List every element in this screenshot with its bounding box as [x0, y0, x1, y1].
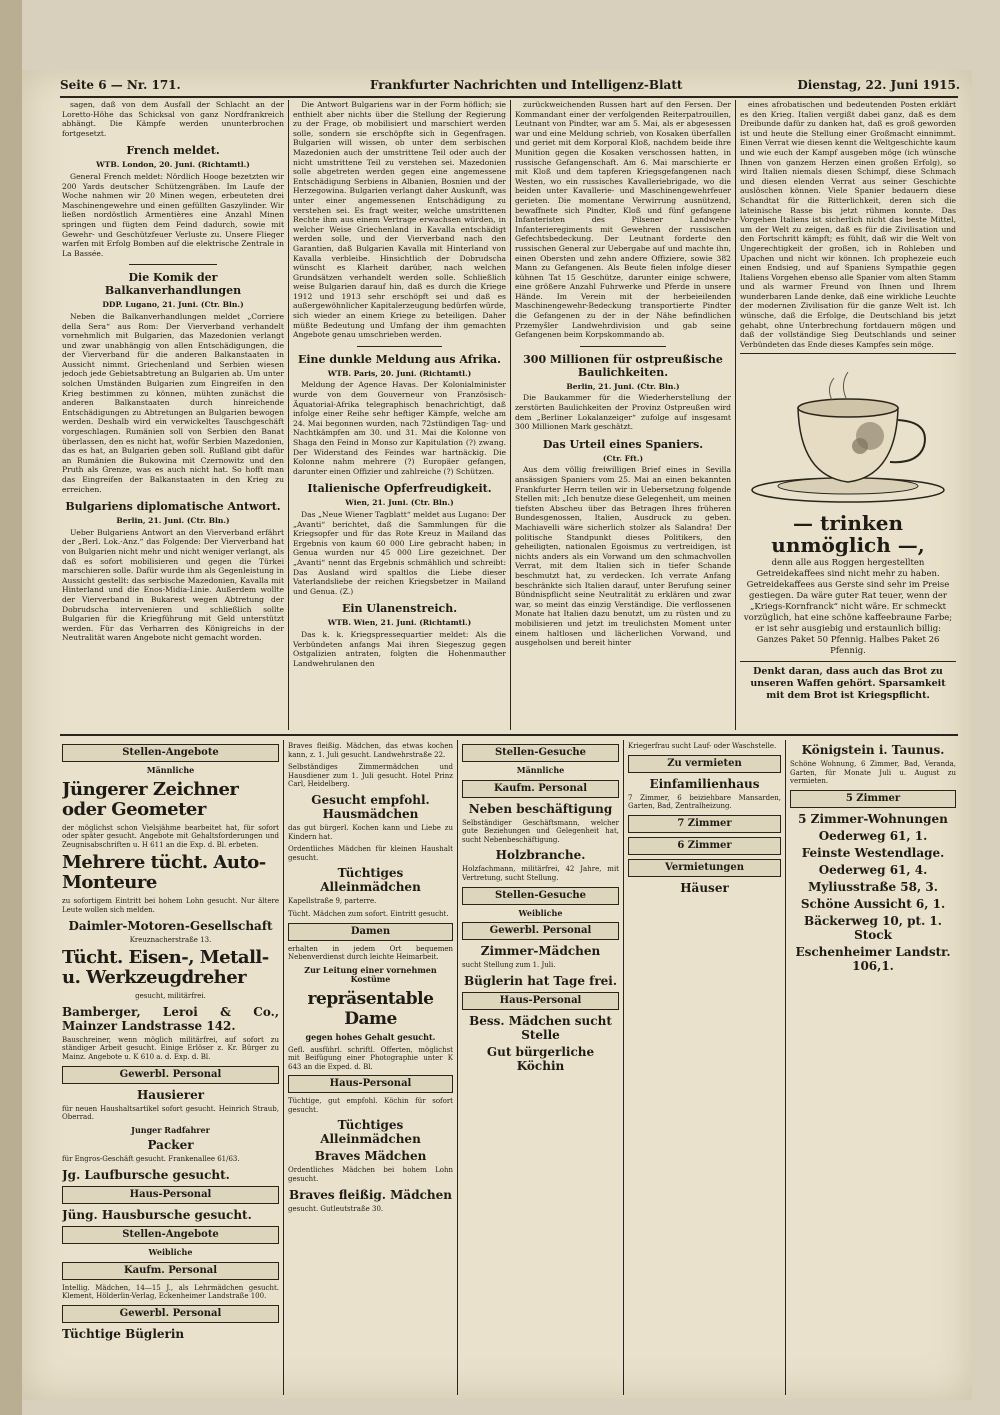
section-rule	[60, 734, 958, 736]
ad-text: Selbständiges Zimmermädchen und Hausdiener zum 1. Juli gesucht. Hotel Prinz Carl, Heidelberg.	[288, 763, 453, 789]
classifieds-column-2	[288, 740, 453, 1395]
ad-headline: Tüchtiges Alleinmädchen	[320, 1118, 421, 1147]
section-box: Zu vermieten	[628, 755, 781, 773]
ad-text: Tüchtige, gut empfohl. Köchin für sofort gesucht.	[288, 1097, 453, 1114]
dateline: (Ctr. Fft.)	[602, 453, 644, 463]
coffee-cup-illustration	[740, 358, 956, 508]
section-box: Kaufm. Personal	[462, 780, 619, 798]
article-text: Die Baukammer für die Wiederherstellung der zerstörten Baulichkeiten der Provinz Ostpreußen wird dem „Berliner Lokalanzeiger“ zufolge auf insgesamt 300 Millionen Mark geschätzt.	[515, 393, 731, 432]
article-text: Die Antwort Bulgariens war in der Form höflich; sie enthielt aber nichts über die Stellung der Regierung zu der Frage, ob mobilisiert und marschiert werden solle, sondern sie erschöpfte sich in Gegenfragen. Bulgarien will wissen, ob unter dem serbischen Mazedonien auch der umstrittene Teil oder auch der nicht umstrittene Teil zu verstehen sei. Mazedonien solle abgetreten werden gegen eine angemessene Entschädigung Serbiens in Albanien, Bosnien und der Herzegowina. Bulgarien verlangt daher Auskunft, was unter einer angemessenen Entschädigung zu verstehen sei. Es fragt weiter, welche umstrittenen Rechte ihm aus einem Vertrage erwachsen würden, in welcher Weise Griechenland in Kavalla entschädigt werden solle, und der Vierverband nach den Garantien, daß Bulgarien Kavalla mit Hinterland von Kavalla verbleibe. Hinsichtlich der Dobrudscha wünscht es Klarheit darüber, nach welchen Grundsätzen verhandelt werden solle. Schließlich weise Bulgarien darauf hin, daß es durch die Kriege 1912 und 1913 sehr erschöpft sei und daß es außergewöhnlicher Kapitalerzeugung bedürfen würde, sich wieder an einem Kriege zu beteiligen. Daher müßte Bedeutung und Umfang der ihm gemachten Angebote genau umschrieben werden.	[293, 100, 506, 340]
section-box: 5 Zimmer	[790, 790, 956, 808]
article-text: Ueber Bulgariens Antwort an den Vierverband erfährt der „Berl. Lok.-Anz.“ das Folgende: Der Vierverband hat von Bulgarien nicht mehr und nicht weniger verlangt, als daß es sofort mobilisieren und gegen die Türkei marschieren solle. Dafür wurde ihm als Gegenleistung in Aussicht gestellt: das serbische Mazedonien, Kavalla mit Hinterland und die Enos-Midia-Linie. Außerdem wollte der Vierverband in Bukarest wegen Abtretung der Dobrudscha intervenieren und schließlich sollte Bulgarien für die Kriegführung mit Geld unterstützt werden. Für das Verharren des Königreichs in der Neutralität waren Angebote nicht gemacht worden.	[62, 527, 284, 643]
section-box: Gewerbl. Personal	[62, 1066, 279, 1084]
ad-border	[740, 353, 956, 354]
article-text: Das „Neue Wiener Tagblatt“ meldet aus Lugano: Der „Avanti“ berichtet, daß die Sammlungen für die Kriegsopfer und für das Rote Kreuz in Mailand das Ergebnis von kaum 60 000 Lire gebracht haben; in Genua wurden nur 45 000 Lire gezeichnet. Der „Avanti“ nennt das Ergebnis schmählich und schreibt: Das Ausland wird spaltlos die Liebe dieser Vaterlandsliebe der reichen Kriegsbetzer in Mailand und Genua. (Z.)	[293, 509, 506, 596]
section-box: Vermietungen	[628, 859, 781, 877]
page-spine	[0, 0, 22, 1415]
section-box: Stellen-Gesuche	[462, 744, 619, 762]
ad-text: Schöne Wohnung, 6 Zimmer, Bad, Veranda, Garten, für Monate Juli u. August zu vermieten.	[790, 760, 956, 786]
ad-text: Selbständiger Geschäftsmann, welcher gute Beziehungen und Gelegenheit hat, sucht Nebenbeschäftigung.	[462, 818, 619, 844]
dateline: WTB. London, 20. Juni. (Richtamtl.)	[96, 160, 250, 170]
ad-subtitle: gegen hohes Gehalt gesucht.	[305, 1031, 436, 1042]
section-subtitle: Männliche	[146, 765, 195, 775]
ad-headline: 5 Zimmer-Wohnungen	[798, 811, 948, 826]
article-text: eines afrobatischen und bedeutenden Posten erklärt es den Krieg. Italien vergißt dabei ganz, daß es dem Dreibunde dafür zu danken hat, daß es groß geworden ist und heute die Stellung einer Großmacht einnimmt. Einen Verrat wie diesen kennt die Weltgeschichte kaum und wie euch der Kampf ausgeben möge (ich wünsche Ihnen von ganzem Herzen einen großen Erfolg), so wird Italien niemals diesen Schimpf, diese Schmach und diesen elenden Verrat aus seiner Geschichte auslöschen können. Viele Spanier bedauern diese Schandtat für die Ritterlichkeit, deren sich die lateinische Rasse bis jetzt rühmen konnte. Das Vorgehen Italiens ist sicherlich nicht das beste Mittel, um der Welt zu zeigen, daß es für die Zivilisation und den Fortschritt kämpft; es fühlt, daß wir die Welt von Ungerechtigkeit der großen, ich in Rohleben und Upachen und nicht wir können. Ich prophezeie euch einen Endsieg, und auf Spaniens Sympathie gegen Italiens Vorgehen ebenso alle Spanier vom alten Stamm und als warmer Freund von Ihnen und Ihrem wunderbaren Lande denke, daß eine wirkliche Leuchte der modernen Zivilisation für die ganze Welt ist. Ich wünsche, daß die Erfolge, die Deutschland bis jetzt gehabt, ohne Unterbrechung fortdauern mögen und daß der vollständige Sieg Deutschlands und seiner Verbündeten das Ende dieses Kampfes sein möge.	[740, 100, 956, 349]
ad-text: gesucht. Gutleutstraße 30.	[288, 1204, 384, 1213]
dateline: Berlin, 21. Juni. (Ctr. Bln.)	[116, 516, 230, 526]
ad-headline: Bess. Mädchen sucht Stelle	[469, 1013, 612, 1042]
article-headline: Ein Ulanenstreich.	[341, 602, 458, 616]
ad-headline: Jg. Laufbursche gesucht.	[62, 1167, 230, 1182]
separator	[357, 346, 442, 347]
ad-text: Gefl. ausführl. schriftl. Offerten, möglichst mit Beifügung einer Photographie unter K 643 an die Exped. d. Bl.	[288, 1045, 453, 1071]
ad-headline: Holzbranche.	[495, 848, 586, 863]
article-text: Aus dem völlig freiwilligen Brief eines in Sevilla ansässigen Spaniers vom 25. Mai an einen bekannten Frankfurter Herrn teilen wir in Uebersetzung folgende Stellen mit: „Ich benutze diese Gelegenheit, um meinen tiefsten Abscheu über das Betragen Ihres früheren Bundesgenossen, Italien, Ausdruck zu geben. Machiavelli wäre sicherlich stolzer als Salandra! Der politische Standpunkt dieses Politikers, den geheiligten, nationalen Egoismus zu vertreidigen, ist nichts anders als ein Vorwand um den schmachvollen Verrat, mit dem Italien sich in tiefer Schande beschmutzt hat, zu verdecken. Ich verrate Anfang beschränkte sich Italien darauf, unter Berufung seiner Bündnispflicht seine Neutralität zu erklären und zwar war, so meint das einzig Verständige. Die verflossenen Monate hat Italien dazu benutzt, um zu rüsten und zu mobilisieren und jetzt im treulichsten Moment unter einem haltlosen und lächerlichen Vorwand, und ausgeholsen und bereit hinter	[515, 465, 731, 648]
section-box: Stellen-Angebote	[62, 744, 279, 762]
ad-headline: Tücht. Eisen-, Metall- u. Werkzeugdreher	[62, 947, 269, 989]
ad-headline: Gesucht empfohl. Hausmädchen	[311, 792, 430, 821]
masthead: Frankfurter Nachrichten und Intelligenz-Blatt	[370, 78, 683, 92]
ad-text: Ordentliches Mädchen für kleinen Haushalt gesucht.	[288, 845, 453, 862]
ad-text: Kreuznacherstraße 13.	[129, 935, 212, 944]
ad-subtitle: Zur Leitung einer vornehmen Kostüme	[304, 964, 437, 985]
ad-text: Holzfachmann, militärfrei, 42 Jahre, mit Vertretung, sucht Stellung.	[462, 865, 619, 882]
article-text: sagen, daß von dem Ausfall der Schlacht an der Loretto-Höhe das Schicksal von ganz Nordfrankreich abhängt. Die Kämpfe werden ununterbrochen fortgesetzt.	[62, 100, 284, 138]
section-box: 6 Zimmer	[628, 837, 781, 855]
ad-headline: Neben beschäftigung	[468, 801, 613, 816]
section-box: Gewerbl. Personal	[62, 1305, 279, 1323]
ad-headline: Einfamilienhaus	[649, 776, 760, 791]
ad-text: das gut bürgerl. Kochen kann und Liebe zu Kindern hat.	[288, 823, 453, 841]
ad-text: Tücht. Mädchen zum sofort. Eintritt gesucht.	[288, 909, 449, 918]
column-rule	[457, 740, 458, 1395]
article-headline: Die Komik der Balkanverhandlungen	[104, 271, 242, 298]
ad-headline: Packer	[147, 1138, 194, 1153]
column-rule	[735, 100, 736, 730]
ad-text: für neuen Haushaltsartikel sofort gesucht. Heinrich Straub, Oberrad.	[62, 1104, 279, 1122]
separator	[129, 264, 218, 265]
ad-headline: Eschenheimer Landstr. 106,1.	[795, 944, 951, 973]
ad-headline: Braves fleißig. Mädchen	[289, 1187, 452, 1202]
section-box: Haus-Personal	[62, 1186, 279, 1204]
ad-border	[740, 661, 956, 662]
ad-text: der möglichst schon Vielsjähme bearbeitet hat, für sofort oder später gesucht. Angebote mit Gehaltsforderungen und Zeugnisabschriften u. H 611 an die Exp. d. Bl. erbeten.	[62, 823, 279, 849]
section-box: Haus-Personal	[288, 1075, 453, 1093]
dateline: Berlin, 21. Juni. (Ctr. Bln.)	[566, 381, 680, 391]
ad-text: denn alle aus Roggen hergestellten Getreidekaffees sind nicht mehr zu haben. Getreidekaffees aus Gerste sind sehr im Preise gestiegen. Da wäre guter Rat teuer, wenn der „Kriegs-Kornfranck“ nicht wäre. Er schmeckt vorzüglich, hat eine schöne kaffeebraune Farbe; er ist sehr ausgiebig und erstaunlich billig: Ganzes Paket 50 Pfennig. Halbes Paket 26 Pfennig.	[743, 558, 953, 657]
article-headline: Das Urteil eines Spaniers.	[542, 437, 704, 451]
classifieds-column-3	[462, 740, 619, 1395]
ad-headline: Büglerin hat Tage frei.	[463, 973, 618, 988]
classifieds-column-1	[62, 740, 279, 1395]
ad-footer: Denkt daran, dass auch das Brot zu unseren Waffen gehört. Sparsamkeit mit dem Brot ist Kriegspflicht.	[750, 666, 946, 702]
ad-company: Daimler-Motoren-Gesellschaft	[68, 918, 273, 933]
section-box: Gewerbl. Personal	[462, 922, 619, 940]
ad-headline: Häuser	[680, 880, 729, 895]
issue-date: Dienstag, 22. Juni 1915.	[797, 78, 960, 92]
dateline: WTB. Paris, 20. Juni. (Richtamtl.)	[327, 368, 472, 378]
ad-text: für Engros-Geschäft gesucht. Frankenallee 61/63.	[62, 1155, 240, 1164]
ad-headline: Oederweg 61, 4.	[818, 862, 928, 877]
section-box: Kaufm. Personal	[62, 1262, 279, 1280]
ad-headline: Zimmer-Mädchen	[480, 944, 601, 959]
ad-slogan: — trinken unmöglich —,	[771, 511, 925, 558]
ad-text: Kapellstraße 9, parterre.	[288, 897, 377, 906]
ad-headline: Schöne Aussicht 6, 1.	[800, 896, 946, 911]
dateline: DDP. Lugano, 21. Juni. (Ctr. Bln.)	[102, 300, 244, 310]
article-column-4	[740, 100, 956, 730]
ad-text: Kriegerfrau sucht Lauf- oder Waschstelle.	[628, 742, 777, 750]
article-column-2	[293, 100, 506, 730]
column-rule	[623, 740, 624, 1395]
article-text: Das k. k. Kriegspressequartier meldet: Als die Verbündeten anfangs Mai ihren Siegeszug gegen Ostgalizien antraten, folgten die Hohenmauther Landwehrulanen den	[293, 629, 506, 668]
ad-text: Intellig. Mädchen, 14—15 J., als Lehrmädchen gesucht. Klement, Hölderlin-Verlag, Eckenheimer Landstraße 100.	[62, 1283, 279, 1301]
ad-headline: Mehrere tücht. Auto-Monteure	[62, 852, 266, 894]
article-headline: Italienische Opferfreudigkeit.	[307, 482, 492, 496]
dateline: Wien, 21. Juni. (Ctr. Bln.)	[345, 498, 454, 508]
ad-text: Ordentliches Mädchen bei hohem Lohn gesucht.	[288, 1166, 453, 1184]
header-rule	[60, 96, 958, 98]
column-rule	[785, 740, 786, 1395]
section-box: Haus-Personal	[462, 992, 619, 1010]
article-text: Meldung der Agence Havas. Der Kolonialminister wurde von dem Gouverneur von Französisch-Äquatorial-Afrika telegraphisch benachrichtigt, daß infolge einer Reihe sehr heftiger Kämpfe, welche am 24. Mai begonnen wurden, nach 72stündigen Tag- und Nachtkämpfen am 30. und 31. Mai die Kolonne von Shaga den Feind in Monso zur Kapitulation (?) zwang. Der Widerstand des Feindes war hartnäckig. Die Kolonne nahm mehrere (?) Europäer gefangen, darunter einen Offizier und zahlreiche (?) Schützen.	[293, 380, 506, 476]
article-headline: French meldet.	[126, 144, 220, 158]
ad-subtitle: Junger Radfahrer	[131, 1124, 210, 1135]
ad-text: sucht Stellung zum 1. Juli.	[462, 961, 556, 970]
ad-text: Bauschreiner, wenn möglich militärfrei, auf sofort zu ständiger Arbeit gesucht. Einige Erlöser z. Kr. Bürger zu Mainz. Angebote u. K 610 a. d. Exp. d. Bl.	[62, 1035, 279, 1061]
ad-headline: Braves Mädchen	[314, 1149, 427, 1164]
column-rule	[288, 100, 289, 730]
article-headline: Eine dunkle Meldung aus Afrika.	[297, 352, 502, 366]
section-subtitle: Männliche	[516, 765, 565, 775]
section-subtitle: Weibliche	[518, 907, 563, 918]
article-text: General French meldet: Nördlich Hooge bezetzten wir 200 Yards deutscher Schützengräben. Im Laufe der Woche nahmen wir 20 Minen wegen, erbeuteten drei Maschinengewehre und einen gefüllten Gaszylinder. Wir ließen nordöstlich Armentières eine Anzahl Minen springen und fügten dem Feind dadurch, sowie mit Gewehr- und Geschützfeuer Verluste zu. Unsere Flieger warfen mit Erfolg Bomben auf die elektrische Zentrale in La Bassée.	[62, 171, 284, 258]
ad-text: 7 Zimmer, 6 beiziehbare Mansarden, Garten, Bad, Zentralheizung.	[628, 793, 781, 811]
article-headline: Bulgariens diplomatische Antwort.	[65, 500, 281, 514]
classifieds-column-5	[790, 740, 956, 1395]
article-headline: 300 Millionen für ostpreußische Baulichkeiten.	[523, 352, 723, 379]
section-subtitle: Weibliche	[148, 1246, 193, 1257]
column-rule	[283, 740, 284, 1395]
page-header	[60, 78, 960, 94]
dateline: WTB. Wien, 21. Juni. (Richtamtl.)	[327, 618, 472, 628]
article-text: Neben die Balkanverhandlungen meldet „Corriere della Sera“ aus Rom: Der Vierverband verhandelt vornehmlich mit Bulgarien, das Mazedonien verlangt und zwar unabhängig von allen Entschädigungen, die der Vierverband für die anderen Balkanstaaten in Aussicht nimmt. Griechenland und Serbien wiesen jedoch jede Gebietsabtretung an Bulgarien ab. Um unter solchen Umständen Bulgarien zum Eingreifen in den Krieg bestimmen zu können, mühten zunächst die anderen Balkanstaaten durch hinreichende Entschädigungen zu Abtretungen an Bulgarien bewogen werden. Deshalb wird ein verwickeltes Tauschgeschäft vorgeschlagen. Rumänien soll von Serbien den Banat überlassen, den es nicht hat, wofür Serbien Mazedonien, das es hat, an Bulgarien geben soll. Rußland gibt dafür an Rumänien die Bukowina mit Czernowitz und den Pruth als Grenze, was es auch nicht hat. So hofft man das Eingreifen der Balkanstaaten in den Krieg zu erreichen.	[62, 311, 284, 494]
ad-headline: Jüng. Hausbursche gesucht.	[62, 1207, 252, 1222]
ad-headline: repräsentable Dame	[307, 988, 434, 1029]
ad-text: Braves fleißig. Mädchen, das etwas kochen kann, z. 1. Juli gesucht. Landwehrstraße 22.	[288, 742, 453, 759]
section-box: Stellen-Gesuche	[462, 887, 619, 905]
ad-headline: Bäckerweg 10, pt. 1. Stock	[804, 913, 942, 942]
ad-headline: Tüchtiges Alleinmädchen	[320, 866, 421, 895]
classifieds-column-4	[628, 740, 781, 1395]
column-rule	[510, 100, 511, 730]
section-box: 7 Zimmer	[628, 815, 781, 833]
damen-ad-box: Damen	[288, 923, 453, 941]
ad-headline: Königstein i. Taunus.	[801, 743, 945, 757]
ad-headline: Myliusstraße 58, 3.	[808, 879, 938, 894]
ad-text: zu sofortigem Eintritt bei hohem Lohn gesucht. Nur ältere Leute wollen sich melden.	[62, 897, 279, 914]
ad-headline: Hausierer	[136, 1087, 205, 1102]
article-column-3	[515, 100, 731, 730]
ad-headline: Gut bürgerliche Köchin	[486, 1044, 595, 1073]
ad-text: erhalten in jedem Ort bequemen Nebenverdienst durch leichte Heimarbeit.	[288, 944, 453, 962]
ad-headline: Oederweg 61, 1.	[818, 828, 928, 843]
page-number: Seite 6 — Nr. 171.	[60, 78, 181, 92]
article-text: zurückweichenden Russen hart auf den Fersen. Der Kommandant einer der verfolgenden Reiterpatrouillen, Leutnant von Pindter, war am 5. Mai, als er abgesessen war und eine Meldung schrieb, von Kosaken überfallen und geriet mit dem Korporal Kloß, nachdem beide ihre Munition gegen die Kosaken verschossen hatten, in russische Gefangenschaft. Am 6. Mai marschierte er mit Kloß und dem tapferen Kriegsgefangenen nach Westen, wo ein russisches Kavalleriebrigade, wo die beiden unter Kavallerie- und Maschinengewehrfeuer gerieten. Die momentane Verwirrung ausnützend, bewaffnete sich Pindter, Kloß und fünf gefangene Infanteristen des Pilsener Landwehr-Infanterieregiments mit Gewehren der russischen Gefechtsbedeckung. Der Leutnant forderte den russischen General zur Uebergabe auf und machte ihn, einen Obersten und zehn andere Offiziere, sowie 382 Mann zu Gefangenen. Als Beute fielen infolge dieser kühnen Tat 15 Geschütze, darunter einige schwere, eine größere Anzahl Fuhrwerke und Pferde in unsere Hände. Im Verein mit der herbeieilenden Maschinengewehr-Bedeckung transportierte Pindter die Gefangenen zu der in der Nähe befindlichen Przemyšler Landwehrdivision und gab seine Gefangenen beim Korpskommando ab.	[515, 100, 731, 340]
ad-company: Bamberger, Leroi & Co., Mainzer Landstrasse 142.	[62, 1004, 279, 1033]
section-box: Stellen-Angebote	[62, 1226, 279, 1244]
ad-headline: Feinste Westendlage.	[801, 845, 945, 860]
ad-headline: Tüchtige Büglerin	[62, 1326, 185, 1341]
coffee-cup-icon	[740, 358, 956, 508]
separator	[580, 346, 666, 347]
ad-text: gesucht, militärfrei.	[135, 992, 206, 1001]
ad-headline: Jüngerer Zeichner oder Geometer	[62, 778, 239, 820]
article-column-1	[62, 100, 284, 730]
